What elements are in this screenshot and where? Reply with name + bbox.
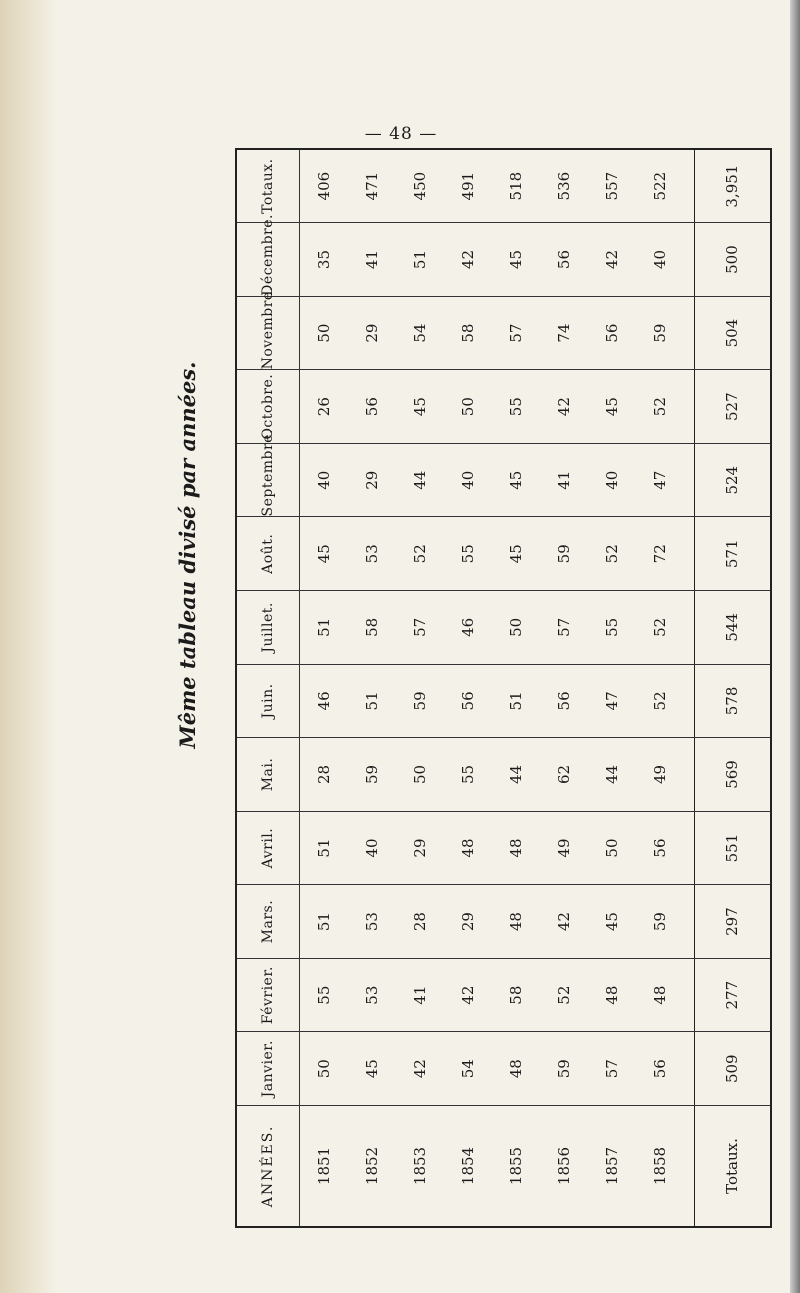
total-novembre: 504 (694, 296, 771, 370)
cell-totaux: 522 (635, 149, 694, 223)
cell-janvier: 45 (348, 1032, 396, 1106)
header-row (236, 149, 300, 1227)
cell-octobre: 55 (492, 370, 540, 444)
cell-totaux: 491 (444, 149, 492, 223)
cell-year: 1857 (588, 1106, 636, 1228)
totals-label: Totaux. (694, 1106, 771, 1228)
cell-aout: 55 (444, 517, 492, 591)
cell-septembre: 41 (540, 443, 588, 517)
cell-avril: 40 (348, 811, 396, 885)
cell-totaux: 557 (588, 149, 636, 223)
page-edge (0, 0, 58, 1293)
cell-avril: 51 (300, 811, 348, 885)
cell-aout: 52 (396, 517, 444, 591)
cell-fevrier: 41 (396, 958, 444, 1032)
cell-year: 1858 (635, 1106, 694, 1228)
cell-juin: 47 (588, 664, 636, 738)
cell-novembre: 57 (492, 296, 540, 370)
header-decembre: Décembre. (236, 223, 300, 297)
cell-juillet: 46 (444, 591, 492, 665)
cell-juin: 51 (492, 664, 540, 738)
table-row (348, 149, 396, 1227)
cell-aout: 72 (635, 517, 694, 591)
cell-year: 1854 (444, 1106, 492, 1228)
cell-decembre: 40 (635, 223, 694, 297)
cell-septembre: 40 (588, 443, 636, 517)
cell-juin: 51 (348, 664, 396, 738)
page-number: — 48 — (364, 124, 438, 144)
total-septembre: 524 (694, 443, 771, 517)
rotated-table-wrapper (235, 148, 772, 1228)
cell-mars: 48 (492, 885, 540, 959)
cell-year: 1851 (300, 1106, 348, 1228)
cell-mai: 28 (300, 738, 348, 812)
cell-aout: 52 (588, 517, 636, 591)
cell-juin: 59 (396, 664, 444, 738)
binding-edge (790, 0, 800, 1293)
cell-fevrier: 55 (300, 958, 348, 1032)
cell-year: 1856 (540, 1106, 588, 1228)
table-title: Même tableau divisé par années. (175, 361, 200, 749)
cell-avril: 48 (444, 811, 492, 885)
cell-decembre: 45 (492, 223, 540, 297)
cell-janvier: 54 (444, 1032, 492, 1106)
cell-juillet: 55 (588, 591, 636, 665)
header-years: ANNÉES. (236, 1106, 300, 1228)
cell-totaux: 406 (300, 149, 348, 223)
header-fevrier: Février. (236, 958, 300, 1032)
cell-juin: 52 (635, 664, 694, 738)
cell-novembre: 54 (396, 296, 444, 370)
header-totaux: Totaux. (236, 149, 300, 223)
cell-juin: 56 (444, 664, 492, 738)
cell-totaux: 518 (492, 149, 540, 223)
cell-mai: 62 (540, 738, 588, 812)
cell-mai: 50 (396, 738, 444, 812)
cell-decembre: 41 (348, 223, 396, 297)
cell-decembre: 42 (588, 223, 636, 297)
cell-mars: 51 (300, 885, 348, 959)
cell-janvier: 56 (635, 1032, 694, 1106)
cell-aout: 45 (492, 517, 540, 591)
table-row (444, 149, 492, 1227)
cell-janvier: 50 (300, 1032, 348, 1106)
totals-row (694, 149, 771, 1227)
cell-juin: 56 (540, 664, 588, 738)
cell-aout: 45 (300, 517, 348, 591)
cell-mars: 45 (588, 885, 636, 959)
cell-mars: 28 (396, 885, 444, 959)
total-mars: 297 (694, 885, 771, 959)
table-row (588, 149, 636, 1227)
cell-janvier: 59 (540, 1032, 588, 1106)
cell-juillet: 57 (396, 591, 444, 665)
cell-juillet: 57 (540, 591, 588, 665)
header-juin: Juin. (236, 664, 300, 738)
header-juillet: Juillet. (236, 591, 300, 665)
cell-juillet: 52 (635, 591, 694, 665)
total-totaux: 3,951 (694, 149, 771, 223)
cell-totaux: 536 (540, 149, 588, 223)
cell-year: 1852 (348, 1106, 396, 1228)
cell-janvier: 57 (588, 1032, 636, 1106)
cell-novembre: 74 (540, 296, 588, 370)
cell-octobre: 45 (396, 370, 444, 444)
cell-decembre: 56 (540, 223, 588, 297)
cell-mai: 49 (635, 738, 694, 812)
total-juillet: 544 (694, 591, 771, 665)
cell-avril: 50 (588, 811, 636, 885)
cell-juillet: 58 (348, 591, 396, 665)
cell-mars: 53 (348, 885, 396, 959)
cell-fevrier: 48 (635, 958, 694, 1032)
table-row (635, 149, 694, 1227)
total-avril: 551 (694, 811, 771, 885)
cell-septembre: 45 (492, 443, 540, 517)
cell-juillet: 50 (492, 591, 540, 665)
cell-fevrier: 58 (492, 958, 540, 1032)
cell-octobre: 45 (588, 370, 636, 444)
cell-aout: 59 (540, 517, 588, 591)
cell-fevrier: 52 (540, 958, 588, 1032)
cell-novembre: 29 (348, 296, 396, 370)
cell-septembre: 44 (396, 443, 444, 517)
cell-octobre: 50 (444, 370, 492, 444)
cell-juin: 46 (300, 664, 348, 738)
table-row (396, 149, 444, 1227)
cell-totaux: 471 (348, 149, 396, 223)
cell-decembre: 35 (300, 223, 348, 297)
cell-mars: 29 (444, 885, 492, 959)
cell-avril: 49 (540, 811, 588, 885)
cell-avril: 56 (635, 811, 694, 885)
total-decembre: 500 (694, 223, 771, 297)
cell-octobre: 56 (348, 370, 396, 444)
cell-mai: 44 (492, 738, 540, 812)
cell-octobre: 42 (540, 370, 588, 444)
cell-mai: 55 (444, 738, 492, 812)
table-row (540, 149, 588, 1227)
cell-year: 1855 (492, 1106, 540, 1228)
cell-aout: 53 (348, 517, 396, 591)
header-janvier: Janvier. (236, 1032, 300, 1106)
cell-mai: 44 (588, 738, 636, 812)
cell-fevrier: 48 (588, 958, 636, 1032)
monthly-table (235, 148, 772, 1228)
cell-novembre: 50 (300, 296, 348, 370)
cell-juillet: 51 (300, 591, 348, 665)
cell-novembre: 56 (588, 296, 636, 370)
table-row (300, 149, 348, 1227)
total-mai: 569 (694, 738, 771, 812)
cell-octobre: 26 (300, 370, 348, 444)
cell-novembre: 58 (444, 296, 492, 370)
header-mai: Mai. (236, 738, 300, 812)
cell-avril: 48 (492, 811, 540, 885)
cell-decembre: 51 (396, 223, 444, 297)
cell-septembre: 40 (300, 443, 348, 517)
cell-janvier: 48 (492, 1032, 540, 1106)
total-octobre: 527 (694, 370, 771, 444)
header-mars: Mars. (236, 885, 300, 959)
cell-mai: 59 (348, 738, 396, 812)
cell-septembre: 47 (635, 443, 694, 517)
cell-fevrier: 53 (348, 958, 396, 1032)
cell-fevrier: 42 (444, 958, 492, 1032)
total-juin: 578 (694, 664, 771, 738)
cell-avril: 29 (396, 811, 444, 885)
cell-mars: 42 (540, 885, 588, 959)
cell-septembre: 40 (444, 443, 492, 517)
cell-septembre: 29 (348, 443, 396, 517)
cell-janvier: 42 (396, 1032, 444, 1106)
header-septembre: Septembre. (236, 443, 300, 517)
cell-octobre: 52 (635, 370, 694, 444)
total-fevrier: 277 (694, 958, 771, 1032)
header-avril: Avril. (236, 811, 300, 885)
cell-novembre: 59 (635, 296, 694, 370)
cell-mars: 59 (635, 885, 694, 959)
table-row (492, 149, 540, 1227)
cell-decembre: 42 (444, 223, 492, 297)
header-novembre: Novembre. (236, 296, 300, 370)
cell-year: 1853 (396, 1106, 444, 1228)
header-octobre: Octobre. (236, 370, 300, 444)
header-aout: Août. (236, 517, 300, 591)
cell-totaux: 450 (396, 149, 444, 223)
total-janvier: 509 (694, 1032, 771, 1106)
total-aout: 571 (694, 517, 771, 591)
